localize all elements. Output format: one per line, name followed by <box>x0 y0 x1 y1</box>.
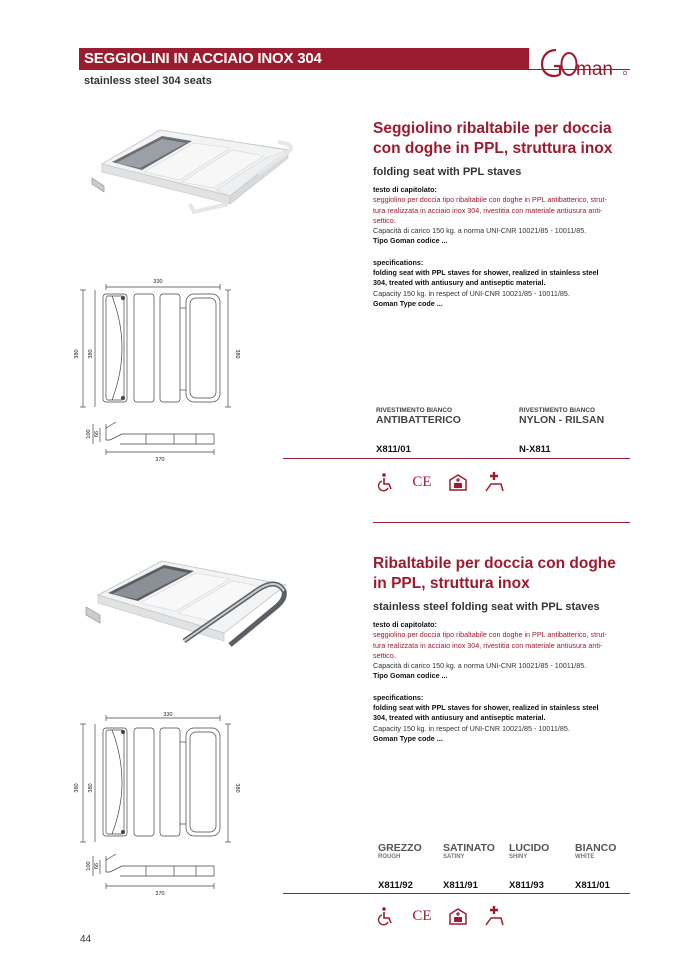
page-title: SEGGIOLINI IN ACCIAIO INOX 304 <box>84 50 322 67</box>
ce-mark-icon: CE <box>412 907 432 924</box>
finish-satinato: SATINATO SATINY <box>443 842 495 860</box>
certification-icons-2 <box>373 906 507 926</box>
product-1-subtitle: folding seat with PPL staves <box>373 166 522 178</box>
medical-cross-icon <box>481 906 507 926</box>
hospital-icon <box>445 472 471 492</box>
certification-icons-1 <box>373 472 507 492</box>
dim-width: 330 <box>153 279 163 285</box>
dim-h1: 100 <box>86 429 92 439</box>
dim-h2: 66 <box>94 430 100 438</box>
product-2-description: testo di capitolato: seggiolino per doccia tipo ribaltabile con doghe in PPL antibatterico, strut- tura realizzata in acciaio inox 304, rivestitia con materiale antiusura anti- settico. Capacità di carico 150 kg. a norma UNI-CNR 10021/85 - 10011/85. Tipo Goman codice ... specifications: folding seat with PPL staves for shower, realized in stainless steel 304, treated with antiusury and antiseptic material. Capacity 150 kg. in respect of UNI-CNR 10021/85 - 10011/85. Goman Type code ... <box>373 620 607 743</box>
finish-lucido: LUCIDO SHINY <box>509 842 550 860</box>
medical-cross-icon <box>481 472 507 492</box>
product-photo-2 <box>80 545 295 670</box>
dim-depth-inner: 380 <box>88 349 94 359</box>
wheelchair-icon <box>373 906 399 926</box>
goman-logo <box>538 44 630 85</box>
hospital-icon <box>445 906 471 926</box>
dim-depth-inner: 380 <box>88 783 94 793</box>
wheelchair-icon <box>373 472 399 492</box>
dim-height: 380 <box>234 783 240 793</box>
finish-grezzo-code: X811/92 <box>378 880 413 891</box>
page-subtitle: stainless steel 304 seats <box>84 75 212 87</box>
dim-width: 330 <box>163 712 173 718</box>
dim-depth: 380 <box>74 783 80 793</box>
dim-depth: 380 <box>74 349 80 359</box>
variant-1: RIVESTIMENTO BIANCO ANTIBATTERICO <box>376 407 461 426</box>
technical-drawing-2 <box>76 708 241 909</box>
codes-divider-2 <box>283 893 630 894</box>
dim-height: 380 <box>234 349 240 359</box>
product-1-title: Seggiolino ribaltabile per doccia con doghe in PPL, struttura inox <box>373 120 613 157</box>
technical-drawing-1 <box>76 272 241 473</box>
finish-grezzo: GREZZO ROUGH <box>378 842 422 860</box>
finish-lucido-code: X811/93 <box>509 880 544 891</box>
codes-divider-1 <box>283 458 630 459</box>
finish-bianco-code: X811/01 <box>575 880 610 891</box>
ce-mark-icon: CE <box>412 473 432 490</box>
page-number: 44 <box>80 934 92 945</box>
product-2-title: Ribaltabile per doccia con doghe in PPL, struttura inox <box>373 555 616 592</box>
finish-satinato-code: X811/91 <box>443 880 478 891</box>
svg-text:man: man <box>576 59 613 80</box>
variant-2: RIVESTIMENTO BIANCO NYLON - RILSAN <box>519 407 605 426</box>
section-divider <box>373 522 630 523</box>
variant-1-code: X811/01 <box>376 444 411 455</box>
dim-side: 370 <box>155 891 165 897</box>
product-2-subtitle: stainless steel folding seat with PPL staves <box>373 601 600 613</box>
product-1-description: testo di capitolato: seggiolino per doccia tipo ribaltabile con doghe in PPL antibatterico, strut- tura realizzata in acciaio inox 304, rivestitia con materiale antiusura anti- settico. Capacità di carico 150 kg. a norma UNI-CNR 10021/85 - 10011/85. Tipo Goman codice ... specifications: folding seat with PPL staves for shower, realized in stainless steel 304, treated with antiusury and antiseptic material. Capacity 150 kg. in respect of UNI-CNR 10021/85 - 10011/85. Goman Type code ... <box>373 185 607 308</box>
dim-side: 370 <box>155 457 165 463</box>
variant-2-code: N-X811 <box>519 444 551 455</box>
dim-h2: 66 <box>94 862 100 870</box>
product-photo-1 <box>82 112 297 237</box>
dim-h1: 100 <box>86 861 92 871</box>
finish-bianco: BIANCO WHITE <box>575 842 617 860</box>
